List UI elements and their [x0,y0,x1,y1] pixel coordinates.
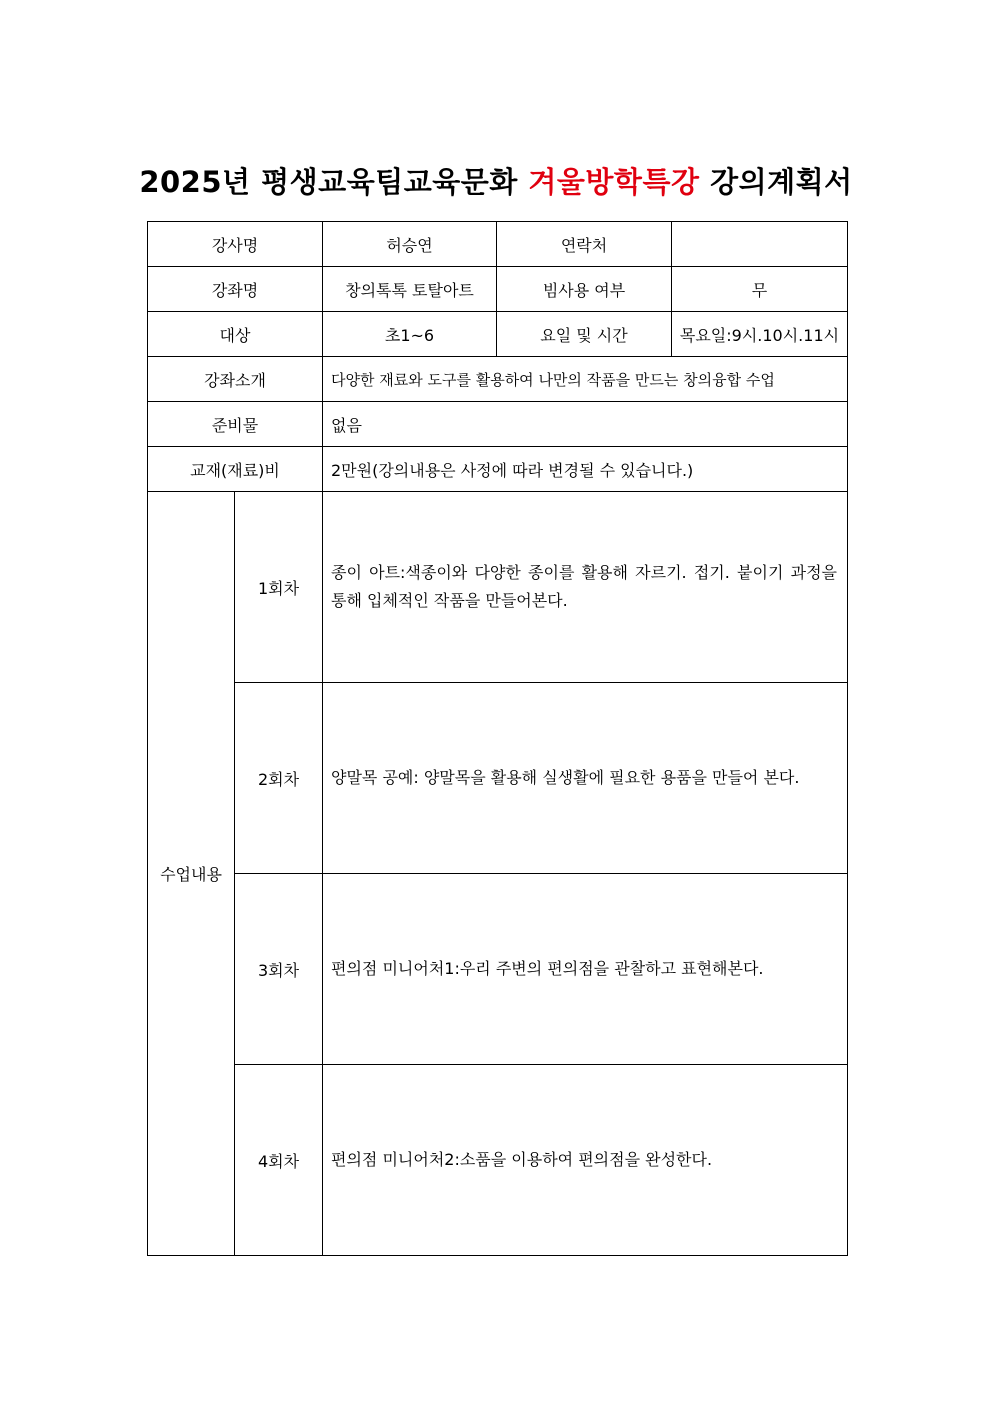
title-suffix: 강의계획서 [710,165,853,199]
row-target [148,312,848,357]
row-supplies [148,402,848,447]
contact-label: 연락처 [497,222,672,267]
schedule-value: 목요일:9시.10시.11시 [672,312,848,357]
course-label: 강좌명 [148,267,323,312]
session-row-1 [148,492,848,683]
material-use-label: 빔사용 여부 [497,267,672,312]
target-value: 초1~6 [323,312,497,357]
intro-value: 다양한 재료와 도구를 활용하여 나만의 작품을 만드는 창의융합 수업 [323,357,848,402]
lecture-plan-table [147,221,848,1256]
page-title [0,160,992,201]
row-fee [148,447,848,492]
session-number: 3회차 [235,874,323,1065]
fee-value: 2만원(강의내용은 사정에 따라 변경될 수 있습니다.) [323,447,848,492]
contact-value [672,222,848,267]
session-number: 4회차 [235,1065,323,1256]
row-instructor [148,222,848,267]
session-row-4 [148,1065,848,1256]
schedule-label: 요일 및 시간 [497,312,672,357]
row-intro [148,357,848,402]
instructor-label: 강사명 [148,222,323,267]
instructor-value: 허승연 [323,222,497,267]
session-number: 2회차 [235,683,323,874]
curriculum-label: 수업내용 [148,492,235,1256]
session-content: 편의점 미니어처2:소품을 이용하여 편의점을 완성한다. [323,1065,848,1256]
title-highlight: 겨울방학특강 [528,165,700,199]
target-label: 대상 [148,312,323,357]
intro-label: 강좌소개 [148,357,323,402]
fee-label: 교재(재료)비 [148,447,323,492]
session-content: 종이 아트:색종이와 다양한 종이를 활용해 자르기. 접기. 붙이기 과정을 통해 입체적인 작품을 만들어본다. [323,492,848,683]
supplies-value: 없음 [323,402,848,447]
title-prefix: 2025년 평생교육팀교육문화 [139,165,518,199]
supplies-label: 준비물 [148,402,323,447]
course-value: 창의톡톡 토탈아트 [323,267,497,312]
session-content: 양말목 공예: 양말목을 활용해 실생활에 필요한 용품을 만들어 본다. [323,683,848,874]
session-row-2 [148,683,848,874]
session-row-3 [148,874,848,1065]
session-content: 편의점 미니어처1:우리 주변의 편의점을 관찰하고 표현해본다. [323,874,848,1065]
material-use-value: 무 [672,267,848,312]
row-course [148,267,848,312]
session-number: 1회차 [235,492,323,683]
